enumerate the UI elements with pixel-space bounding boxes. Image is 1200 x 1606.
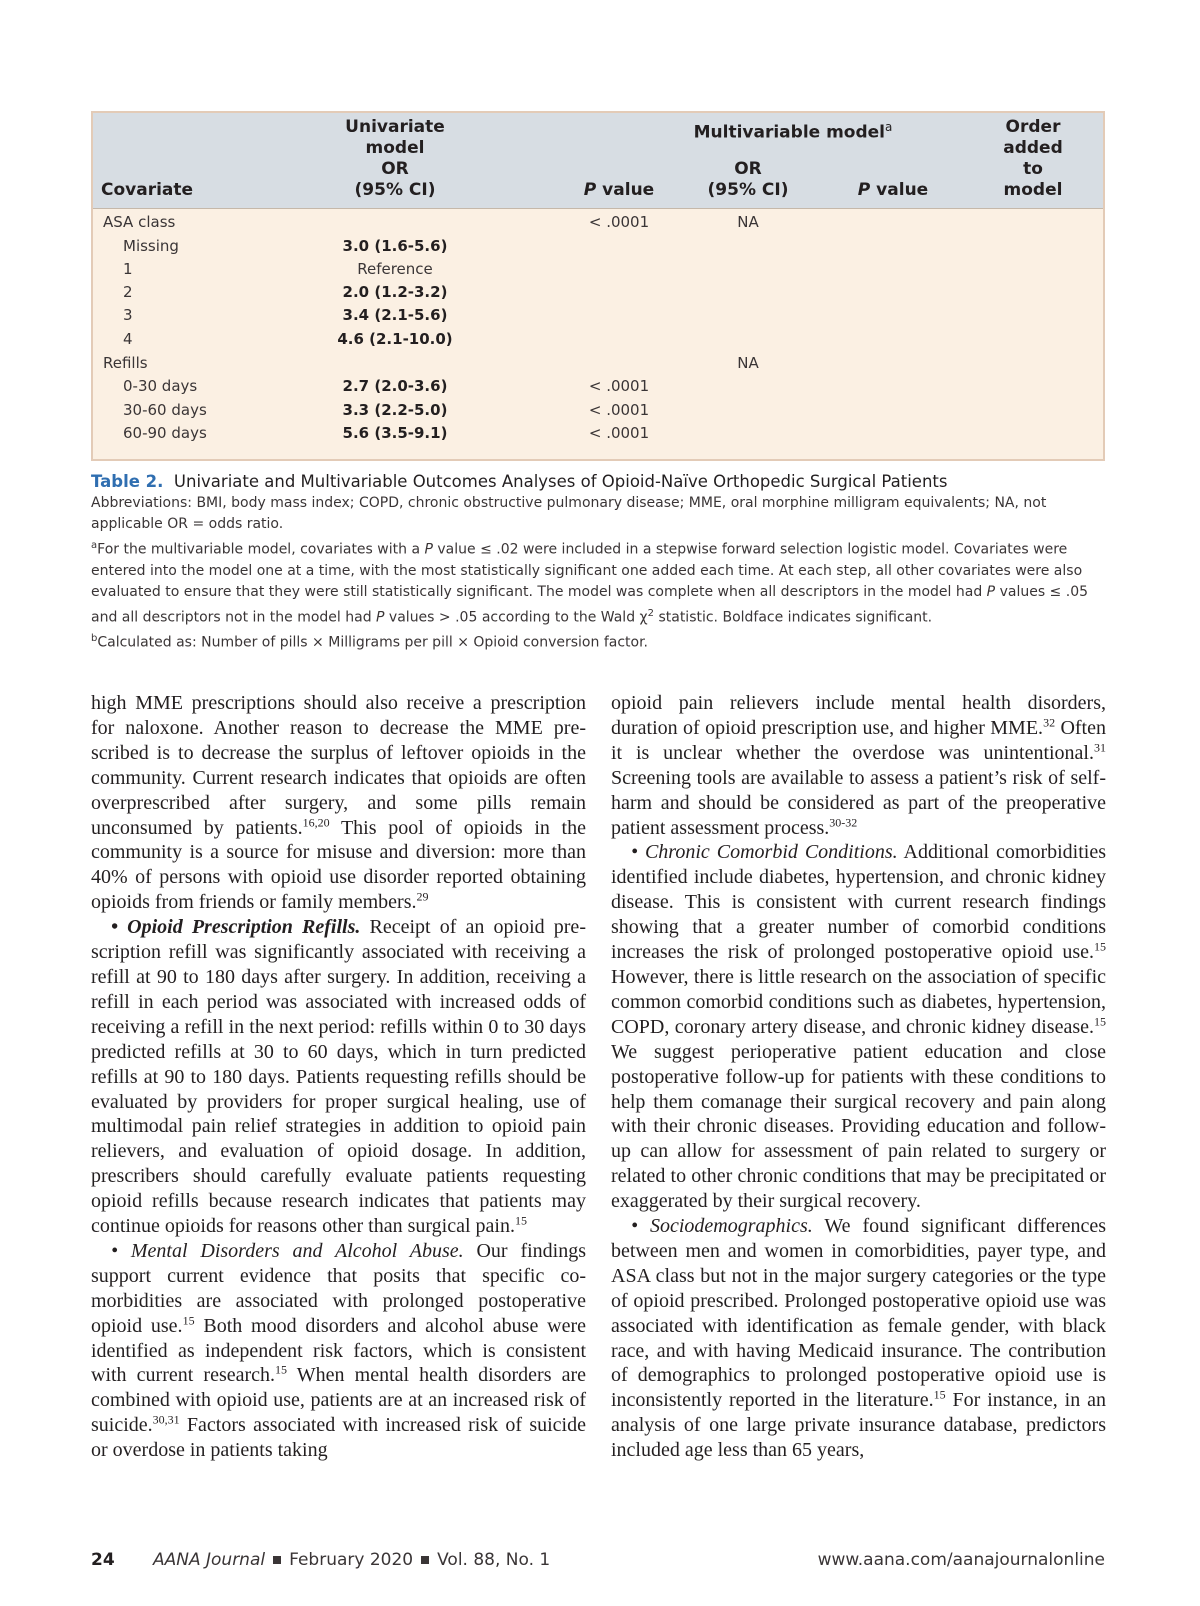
table-row [93,210,1103,234]
square-bullet-icon [273,1556,281,1564]
cell-multi-or: NA [737,213,759,231]
cell-or: 3.3 (2.2-5.0) [342,401,448,419]
caption-note-a: $^a$For the multivariable model, covariates with a P value ≤ .02 were included in a stepwise forward selection logistic model. Covariates were entered into the model one at a time, with the most statistically significant one added each time. At each step, all other covariates were also evaluated to ensure that they were still statistically significant. The model was complete when all descriptors in the model had P values ≤ .05 and all descriptors not in the model had P values > .05 according to the Wald $\chi^2$ statistic. Boldface indicates significant. [91,540,1089,626]
table-header [93,113,1103,209]
cell-covariate: Missing [123,237,179,255]
header-multi-or: OR (95% CI) [707,159,789,200]
caption-abbreviations: Abbreviations: BMI, body mass index; COPD, chronic obstructive pulmonary disease; MME, oral morphine milligram equivalents; NA, not applicable OR = odds ratio. [91,495,1047,532]
table-row [93,398,1103,422]
cell-covariate: ASA class [103,213,176,231]
caption-title-text: Univariate and Multivariable Outcomes Analyses of Opioid-Naïve Orthopedic Surgical Patients [173,472,948,491]
header-order: Order added to model [1003,117,1063,200]
header-covariate: Covariate [101,180,194,200]
cell-p-value: < .0001 [588,424,650,442]
header-p-value: P value [583,180,655,200]
cell-covariate: 2 [123,283,133,301]
paragraph-refills: • Opioid Prescription Refills. Receipt of an opioid prescription refill was significantly associated with receiving a refill at 90 to 180 days after surgery. In addition, receiving a refill in each period was associated with increased odds of receiving a refill in the next period: refills within 0 to 30 days predicted refills at 30 to 60 days, which in turn predicted refills at 90 to 180 days. Patients requesting refills should be evaluated by providers for proper surgical healing, use of multimodal pain relief strategies in addition to opioid pain relievers, and evaluation of opioid dosage. In addition, prescribers should carefully evaluate patients requesting opioid refills because research indicates that patients may continue opioids for reasons other than surgical pain.$^{15}$ [91,916,586,1238]
header-univariate: Univariate model OR (95% CI) [345,117,445,200]
paragraph-comorbid: • Chronic Comorbid Conditions. Additional comorbidities identified include diabetes, hypertension, and chronic kidney disease. This is consistent with current research findings showing that a greater number of comorbid conditions increases the risk of prolonged postoperative opioid use.$^{15}$ However, there is little research on the association of specific common comorbid conditions such as diabetes, hypertension, COPD, coronary artery disease, and chronic kidney disease.$^{15}$ We suggest perioperative patient education and close postoperative follow-up for patients with these conditions to help them comanage their surgical recovery and pain along with their chronic diseases. Providing education and follow-up can allow for assessment of pain related to surgery or related to other chronic conditions that may be precipitated or exaggerated by their surgical recovery. [611,841,1106,1213]
caption-title [91,471,1105,493]
header-multi-p-value: P value [857,180,929,200]
caption-label: Table 2. [91,472,164,491]
table-row [93,303,1103,327]
cell-p-value: < .0001 [588,213,650,231]
page-number: 24 [91,1550,115,1570]
cell-covariate: 0-30 days [123,377,198,395]
cell-or: 5.6 (3.5-9.1) [342,424,448,442]
page-footer [91,1550,1105,1574]
table-row [93,234,1103,258]
paragraph: opioid pain relievers include mental health disorders, duration of opioid prescription use, and higher MME.$^{32}$ Often it is unclear whether the overdose was unintentional.$^{31}$ Screening tools are available to assess a patient’s risk of self-harm and should be considered as part of the preoperative patient assessment process.$^{30-32}$ [611,692,1106,839]
paragraph: high MME prescriptions should also receive a prescription for naloxone. Another reason to decrease the MME prescribed is to decrease the surplus of leftover opioids in the community. Current research indicates that opioids are often overprescribed after surgery, and some pills remain unconsumed by patients.$^{16,20}$ This pool of opioids in the community is a source for misuse and diversion: more than 40% of persons with opioid use disorder reported obtaining opioids from friends or family members.$^{29}$ [91,692,586,914]
cell-p-value: < .0001 [588,377,650,395]
cell-or: 4.6 (2.1-10.0) [337,330,453,348]
table-row [93,421,1103,445]
cell-or: Reference [357,260,433,278]
cell-covariate: 3 [123,306,133,324]
cell-covariate: 4 [123,330,133,348]
table-row [93,280,1103,304]
cell-or: 2.7 (2.0-3.6) [342,377,448,395]
cell-or: 2.0 (1.2-3.2) [342,283,448,301]
body-column-right [611,691,1106,1463]
cell-covariate: 1 [123,260,133,278]
cell-p-value: < .0001 [588,401,650,419]
cell-covariate: Refills [103,354,148,372]
cell-or: 3.0 (1.6-5.6) [342,237,448,255]
caption-note-b: $^b$Calculated as: Number of pills × Milligrams per pill × Opioid conversion factor. [91,633,649,651]
cell-or: 3.4 (2.1-5.6) [342,306,448,324]
paragraph-sociodemographics: • Sociodemographics. We found significant differences between men and women in comorbidities, payer type, and ASA class but not in the major surgery categories or the type of opioid prescribed. Prolonged postoperative opioid use was associated with identification as female gender, with black race, and with having Medicaid insurance. The contribution of demographics to prolonged postoperative opioid use is inconsistently reported in the literature.$^{15}$ For instance, in an analysis of one large private insurance database, predictors included age less than 65 years, [611,1215,1106,1462]
table-row [93,374,1103,398]
table-row [93,327,1103,351]
journal-citation: AANA Journal February 2020 Vol. 88, No. 1 [153,1550,551,1570]
caption-notes [91,493,1105,654]
journal-url[interactable]: www.aana.com/aanajournalonline [817,1550,1105,1570]
cell-covariate: 60-90 days [123,424,207,442]
results-table [91,111,1105,461]
table-row [93,257,1103,281]
body-column-left [91,691,586,1463]
square-bullet-icon [421,1556,429,1564]
table-row [93,351,1103,375]
cell-multi-or: NA [737,354,759,372]
header-multivariable: Multivariable model$^a$ [693,120,893,143]
paragraph-mental-disorders: • Mental Disorders and Alcohol Abuse. Our findings support current evidence that posits that specific comorbidities are associated with prolonged postoperative opioid use.$^{15}$ Both mood disorders and alcohol abuse were identified as independent risk factors, which is consistent with current research.$^{15}$ When mental health disorders are combined with opioid use, patients are at an increased risk of suicide.$^{30,31}$ Factors associated with increased risk of suicide or overdose in patients taking [91,1239,586,1462]
cell-covariate: 30-60 days [123,401,207,419]
table-caption [91,471,1105,654]
